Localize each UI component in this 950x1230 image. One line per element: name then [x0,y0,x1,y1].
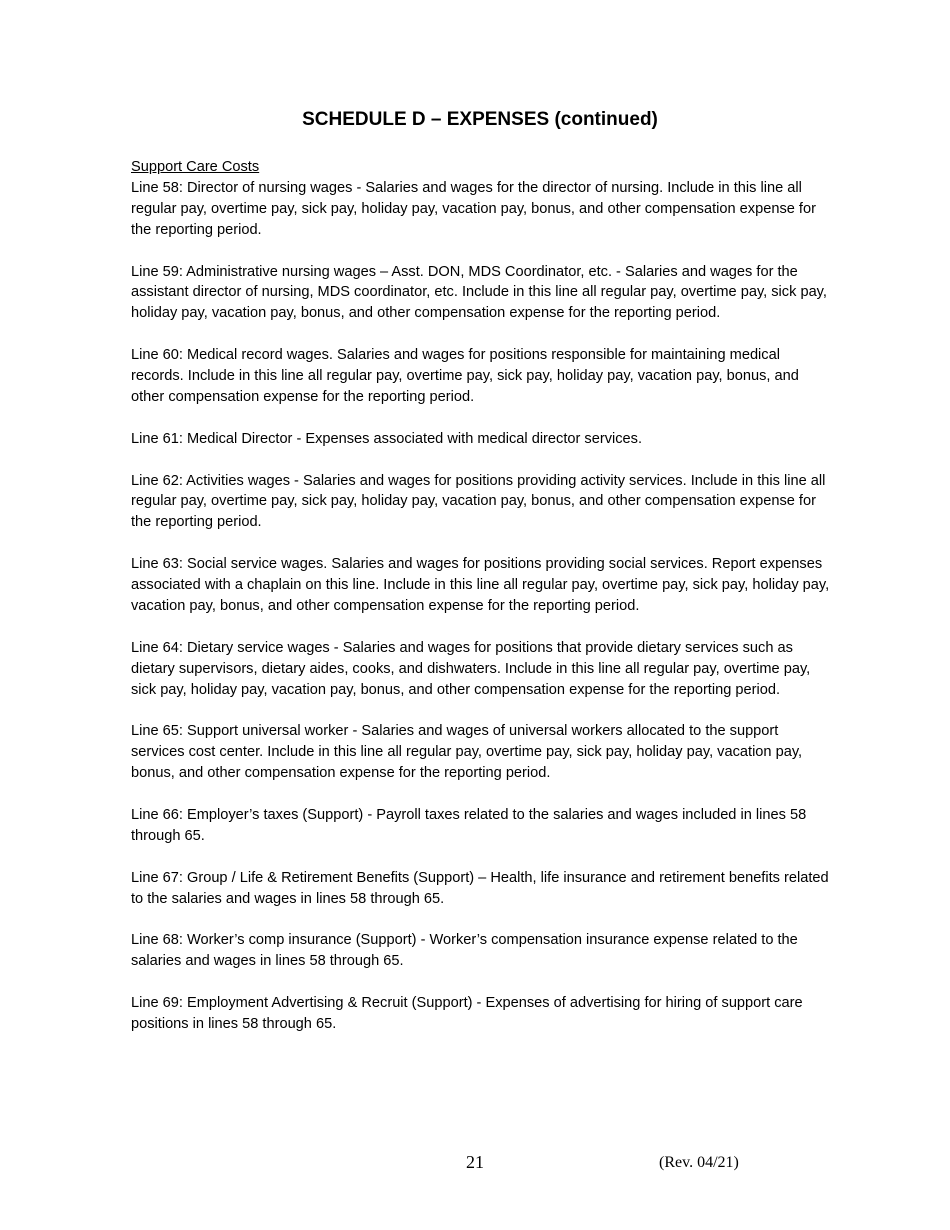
document-body [131,157,831,1035]
line-68-paragraph: Line 68: Worker’s comp insurance (Support) - Worker’s compensation insurance expense related to the salaries and wages in lines 58 through 65. [131,932,798,970]
section-heading: Support Care Costs [131,159,260,175]
line-66-paragraph: Line 66: Employer’s taxes (Support) - Payroll taxes related to the salaries and wages included in lines 58 through 65. [131,806,807,844]
line-59-paragraph: Line 59: Administrative nursing wages – Asst. DON, MDS Coordinator, etc. - Salaries and wages for the assistant director of nursing, MDS coordinator, etc. Include in this line all regular pay, overtime pay, sick pay, holiday pay, vacation pay, bonus, and other compensation expense for the reporting period. [131,263,827,322]
line-61-paragraph: Line 61: Medical Director - Expenses associated with medical director services. [131,430,642,447]
line-60-paragraph: Line 60: Medical record wages. Salaries and wages for positions responsible for maintaining medical records. Include in this line all regular pay, overtime pay, sick pay, holiday pay, vacation pay, bonus, and other compensation expense for the reporting period. [131,347,799,405]
line-62-paragraph: Line 62: Activities wages - Salaries and wages for positions providing activity services. Include in this line all regular pay, overtime pay, sick pay, holiday pay, vacation pay, bonus, and other compensation expense for the reporting period. [131,472,826,531]
line-58-paragraph: Line 58: Director of nursing wages - Salaries and wages for the director of nursing. Include in this line all regular pay, overtime pay, sick pay, holiday pay, vacation pay, bonus, and other compensation expense for the reporting period. [131,179,816,238]
page-number: 21 [466,1152,484,1172]
line-69-paragraph: Line 69: Employment Advertising & Recruit (Support) - Expenses of advertising for hiring of support care positions in lines 58 through 65. [131,995,803,1032]
line-63-paragraph: Line 63: Social service wages. Salaries and wages for positions providing social services. Report expenses associated with a chaplain on this line. Include in this line all regular pay, overtime pay, sick pay, holiday pay, vacation pay, bonus, and other compensation expense for the reporting period. [131,556,830,614]
line-65-paragraph: Line 65: Support universal worker - Salaries and wages of universal workers allocated to the support services cost center. Include in this line all regular pay, overtime pay, sick pay, holiday pay, vacation pay, bonus, and other compensation expense for the reporting period. [131,723,803,782]
page-title: SCHEDULE D – EXPENSES (continued) [302,109,658,130]
line-64-paragraph: Line 64: Dietary service wages - Salaries and wages for positions that provide dietary services such as dietary supervisors, dietary aides, cooks, and dishwaters. Include in this line all regular pay, overtime pay, sick pay, holiday pay, vacation pay, bonus, and other compensation expense for the reporting period. [131,639,811,698]
line-67-paragraph: Line 67: Group / Life & Retirement Benefits (Support) – Health, life insurance and retirement benefits related to the salaries and wages in lines 58 through 65. [131,869,829,907]
revision-label: (Rev. 04/21) [659,1154,739,1171]
